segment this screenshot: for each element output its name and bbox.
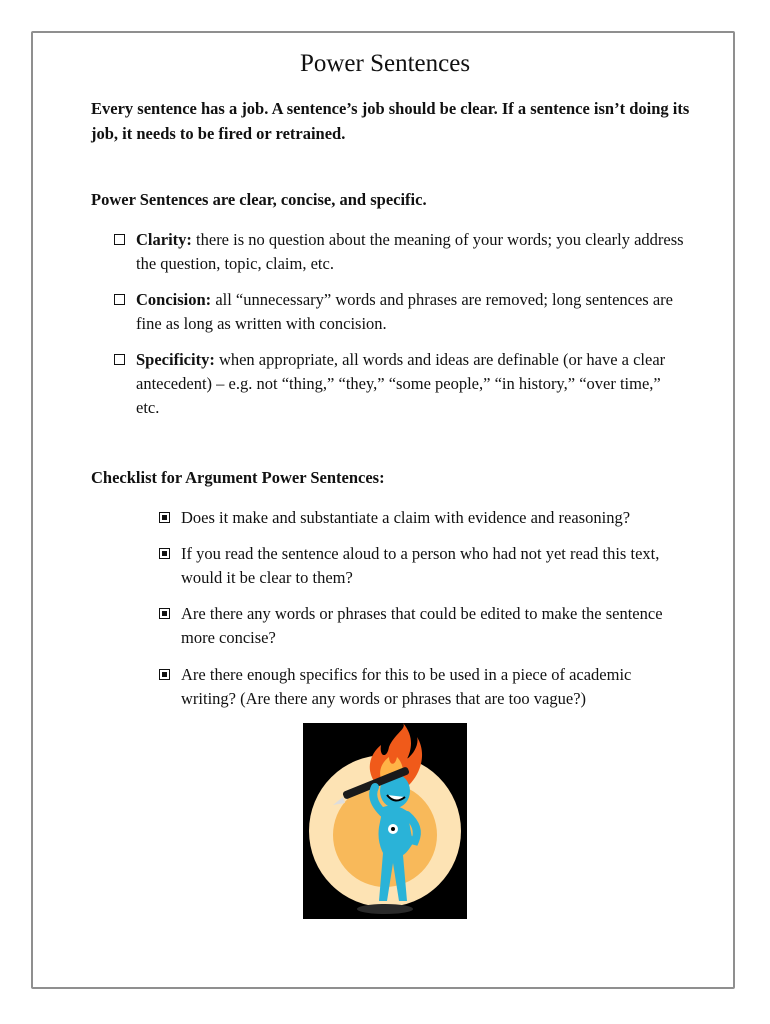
checklist-item-text: If you read the sentence aloud to a person who had not yet read this text, would it be clear to them? — [181, 544, 660, 587]
flaming-head-pen-figure-icon — [303, 723, 467, 919]
term-label: Concision: — [136, 290, 212, 309]
term-label: Clarity: — [136, 230, 192, 249]
list-item-concision — [114, 288, 684, 336]
intro-paragraph: Every sentence has a job. A sentence’s job should be clear. If a sentence isn’t doing its job, it needs to be fired or retrained. — [91, 99, 690, 143]
checklist-item — [159, 602, 684, 650]
checklist-item-text: Are there enough specifics for this to be used in a piece of academic writing? (Are there any words or phrases that are too vague?) — [181, 665, 632, 708]
term-description: there is no question about the meaning of your words; you clearly address the question, topic, claim, etc. — [136, 230, 684, 273]
checkbox-icon — [114, 354, 125, 365]
filled-checkbox-icon — [159, 548, 170, 559]
list-item-clarity — [114, 228, 684, 276]
checklist-item — [159, 663, 684, 711]
filled-checkbox-icon — [159, 608, 170, 619]
checkbox-icon — [114, 234, 125, 245]
term-description: all “unnecessary” words and phrases are removed; long sentences are fine as long as written with concision. — [136, 290, 673, 333]
term-label: Specificity: — [136, 350, 215, 369]
checklist-item-text: Are there any words or phrases that could be edited to make the sentence more concise? — [181, 604, 663, 647]
checklist-item-text: Does it make and substantiate a claim with evidence and reasoning? — [181, 508, 631, 527]
section-heading-checklist: Checklist for Argument Power Sentences: — [91, 468, 385, 487]
filled-checkbox-icon — [159, 669, 170, 680]
checklist-item — [159, 542, 684, 590]
checklist-item — [159, 506, 684, 530]
term-description: when appropriate, all words and ideas are definable (or have a clear antecedent) – e.g. not “thing,” “they,” “some people,” “in history,” “over time,” etc. — [136, 350, 666, 417]
section-heading-power-sentences: Power Sentences are clear, concise, and specific. — [91, 190, 427, 209]
page-title: Power Sentences — [299, 50, 471, 77]
filled-checkbox-icon — [159, 512, 170, 523]
list-item-specificity — [114, 348, 684, 420]
checkbox-icon — [114, 294, 125, 305]
